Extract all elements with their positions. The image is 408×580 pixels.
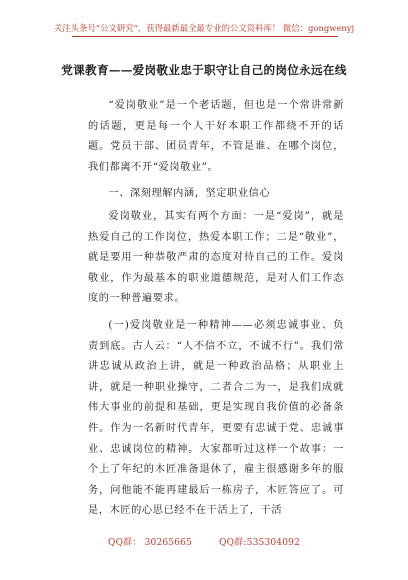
qq-group-1: QQ群： 30265665 xyxy=(107,538,193,548)
intro-paragraph: “爱岗敬业”是一个老话题，但也是一个常讲常新的话题，更是每一个人干好本职工作都绕不开的话题。党员干部、团员青年，不管是谁、在哪个岗位，我们都离不开“爱岗敬业”。 xyxy=(88,100,344,173)
document-body xyxy=(88,96,344,522)
section-heading: 一、深刻理解内涵，坚定职业信心 xyxy=(108,188,271,200)
qq-group-2: QQ群:535304092 xyxy=(219,538,301,548)
promo-header: 关注头条号“公文研究”，获得最新最全最专业的公文资料库！ 微信：gongwenyj xyxy=(53,23,355,33)
document-title: 党课教育——爱岗敬业忠于职守让自己的岗位永远在线 xyxy=(61,63,347,77)
body-paragraph: 爱岗敬业，其实有两个方面：一是“爱岗”，就是热爱自己的工作岗位，热爱本职工作；二是“敬业”，就是要用一种恭敬严肃的态度对待自己的工作。爱岗敬业，作为最基本的职业道德规范，是对人们工作态度的一种普遍要求。 xyxy=(88,210,344,305)
promo-footer xyxy=(0,535,408,548)
body-paragraph: (一)爱岗敬业是一种精神——必须忠诚事业、负责到底。古人云：“人不信不立，不诚不行”。我们常讲忠诚从政治上讲，就是一种政治品格；从职业上讲，就是一种职业操守，二者合二为一，是我们成就伟大事业的前提和基础，更是实现自我价值的必备条件。作为一名新时代青年，更要有忠诚于党、忠诚事业、忠诚岗位的精神。大家都听过这样一个故事：一个上了年纪的木匠准备退休了，雇主很感谢多年的服务，问他能不能再建最后一栋房子，木匠答应了。可是，木匠的心思已经不在干活上了，干活 xyxy=(88,319,344,517)
header-divider xyxy=(72,36,338,37)
